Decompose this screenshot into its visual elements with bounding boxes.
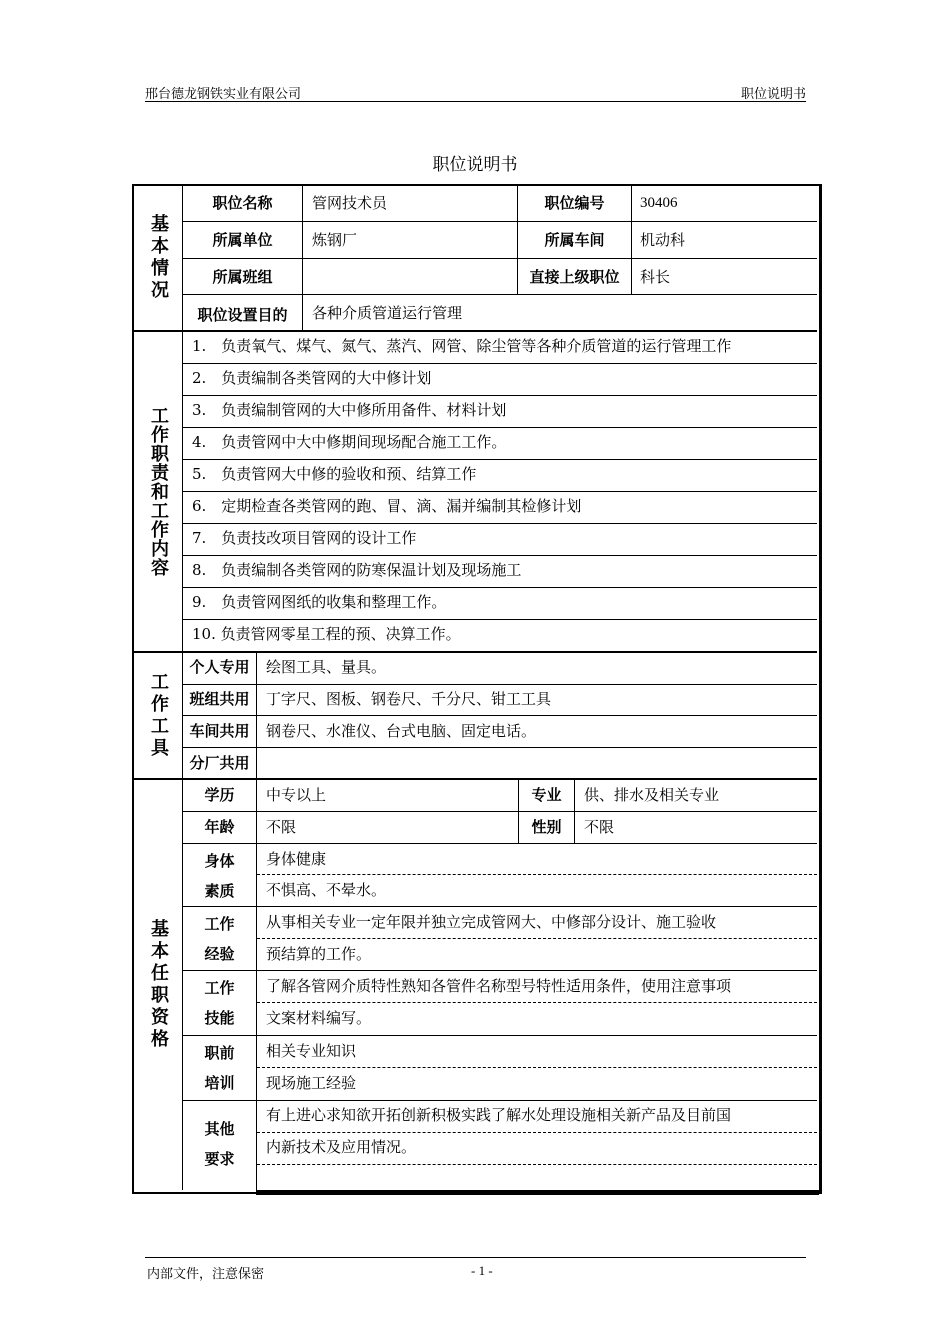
value-workshop: 机动科 bbox=[640, 231, 686, 249]
value-position-code: 30406 bbox=[640, 195, 678, 211]
label-supervisor: 直接上级职位 bbox=[529, 268, 620, 286]
page-footer bbox=[145, 1257, 806, 1282]
label-skills-a: 工作 bbox=[204, 979, 235, 997]
table-shadow bbox=[256, 1190, 819, 1195]
value-physical-2: 不惧高、不晕水。 bbox=[266, 881, 387, 899]
value-unit: 炼钢厂 bbox=[312, 231, 358, 249]
label-team-tools: 班组共用 bbox=[189, 690, 250, 708]
page-header bbox=[145, 81, 806, 102]
label-other-a: 其他 bbox=[204, 1120, 235, 1138]
duty-item: 6. 定期检查各类管网的跑、冒、滴、漏并编制其检修计划 bbox=[192, 497, 582, 515]
label-major: 专业 bbox=[531, 786, 562, 804]
duty-item: 3. 负责编制管网的大中修所用备件、材料计划 bbox=[192, 401, 507, 419]
label-training-a: 职前 bbox=[204, 1044, 235, 1062]
label-education: 学历 bbox=[204, 786, 235, 804]
value-other-2: 内新技术及应用情况。 bbox=[266, 1138, 417, 1156]
duty-item: 9. 负责管网图纸的收集和整理工作。 bbox=[192, 593, 447, 611]
value-skills-2: 文案材料编写。 bbox=[266, 1009, 372, 1027]
label-unit: 所属单位 bbox=[212, 231, 273, 249]
label-age: 年龄 bbox=[204, 818, 235, 836]
value-age: 不限 bbox=[266, 818, 297, 836]
value-education: 中专以上 bbox=[266, 786, 327, 804]
value-major: 供、排水及相关专业 bbox=[584, 786, 720, 804]
value-training-1: 相关专业知识 bbox=[266, 1042, 357, 1060]
header-doc-type: 职位说明书 bbox=[740, 87, 806, 102]
value-workshop-tools: 钢卷尺、水准仪、台式电脑、固定电话。 bbox=[266, 722, 537, 740]
duty-item: 2. 负责编制各类管网的大中修计划 bbox=[192, 369, 432, 387]
label-other-b: 要求 bbox=[204, 1150, 235, 1168]
label-physical-b: 素质 bbox=[204, 882, 235, 900]
value-training-2: 现场施工经验 bbox=[266, 1074, 357, 1092]
value-position-name: 管网技术员 bbox=[312, 194, 388, 212]
section-basic-info: 基本情况 bbox=[148, 214, 169, 302]
section-tools: 工作工具 bbox=[148, 671, 169, 760]
duty-item: 8. 负责编制各类管网的防寒保温计划及现场施工 bbox=[192, 561, 522, 579]
value-skills-1: 了解各管网介质特性熟知各管件名称型号特性适用条件，使用注意事项 bbox=[266, 977, 732, 995]
label-training-b: 培训 bbox=[204, 1074, 235, 1092]
label-team: 所属班组 bbox=[212, 268, 273, 286]
value-gender: 不限 bbox=[584, 818, 615, 836]
value-purpose: 各种介质管道运行管理 bbox=[312, 304, 463, 322]
label-position-name: 职位名称 bbox=[212, 194, 273, 212]
value-experience-1: 从事相关专业一定年限并独立完成管网大、中修部分设计、施工验收 bbox=[266, 913, 717, 931]
value-supervisor: 科长 bbox=[640, 268, 671, 286]
label-skills-b: 技能 bbox=[204, 1009, 235, 1027]
value-team-tools: 丁字尺、图板、钢卷尺、千分尺、钳工工具 bbox=[266, 690, 552, 708]
section-qualifications: 基本任职资格 bbox=[148, 919, 169, 1051]
duty-item: 1. 负责氧气、煤气、氮气、蒸汽、网管、除尘管等各种介质管道的运行管理工作 bbox=[192, 337, 732, 355]
label-physical-a: 身体 bbox=[204, 852, 235, 870]
label-purpose: 职位设置目的 bbox=[197, 306, 288, 324]
document-title: 职位说明书 bbox=[432, 155, 518, 175]
value-personal-tools: 绘图工具、量具。 bbox=[266, 658, 387, 676]
value-other-1: 有上进心求知欲开拓创新积极实践了解水处理设施相关新产品及目前国 bbox=[266, 1106, 732, 1124]
section-duties: 工作职责和工作内容 bbox=[148, 406, 169, 577]
label-plant-tools: 分厂共用 bbox=[189, 754, 250, 772]
label-experience-b: 经验 bbox=[204, 945, 235, 963]
label-personal-tools: 个人专用 bbox=[189, 658, 250, 676]
duty-item: 4. 负责管网中大中修期间现场配合施工工作。 bbox=[192, 433, 507, 451]
value-physical-1: 身体健康 bbox=[266, 850, 327, 868]
value-experience-2: 预结算的工作。 bbox=[266, 945, 372, 963]
label-gender: 性别 bbox=[531, 818, 562, 836]
confidential-note: 内部文件，注意保密 bbox=[147, 1267, 265, 1282]
label-workshop: 所属车间 bbox=[544, 231, 605, 249]
label-position-code: 职位编号 bbox=[544, 194, 605, 212]
duty-item: 5. 负责管网大中修的验收和预、结算工作 bbox=[192, 465, 477, 483]
duty-item: 10. 负责管网零星工程的预、决算工作。 bbox=[192, 625, 461, 643]
page-number: - 1 - bbox=[471, 1263, 493, 1278]
company-name: 邢台德龙钢铁实业有限公司 bbox=[145, 87, 302, 102]
label-experience-a: 工作 bbox=[204, 915, 235, 933]
duty-item: 7. 负责技改项目管网的设计工作 bbox=[192, 529, 417, 547]
label-workshop-tools: 车间共用 bbox=[189, 722, 250, 740]
